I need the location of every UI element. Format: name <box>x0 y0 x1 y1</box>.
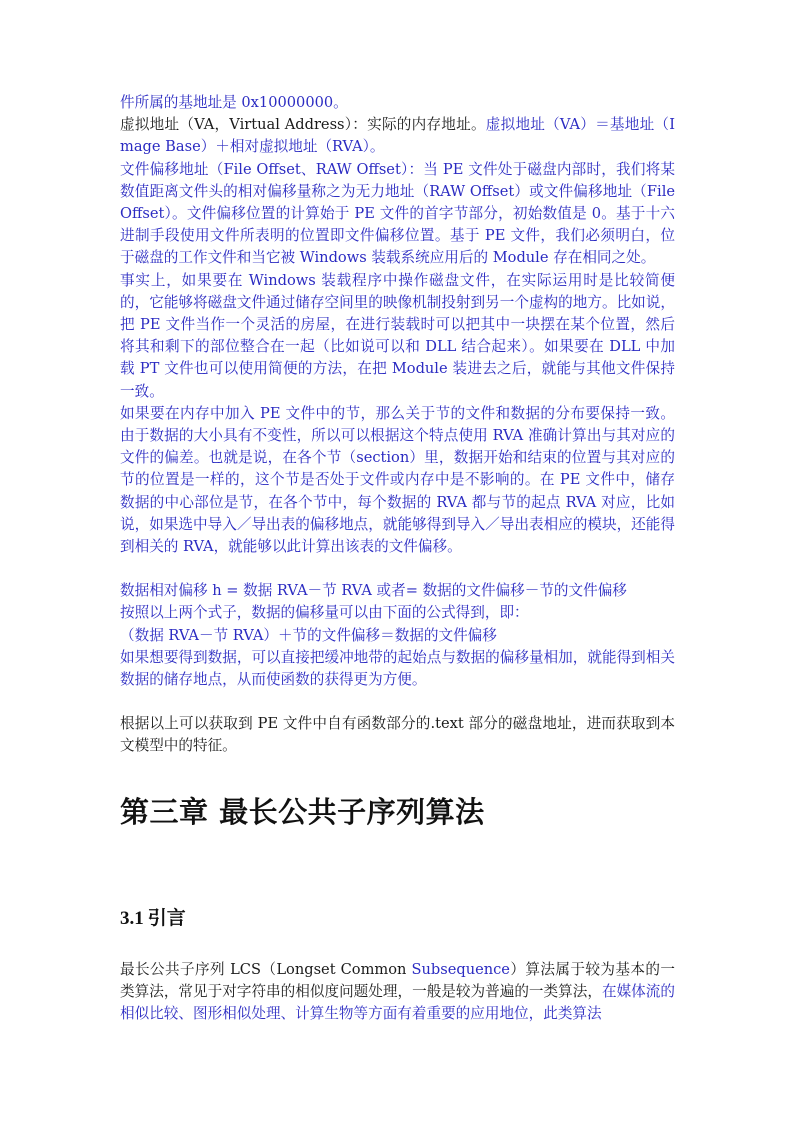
section-title: 引言 <box>147 906 186 929</box>
paragraph-buffer-offset: 如果想要得到数据，可以直接把缓冲地带的起始点与数据的偏移量相加，就能得到相关数据的储存地点，从而使函数的获得更为方便。 <box>120 648 675 689</box>
lcs-intro-middle: ）算法属于较为基本的一类算法，常见于对字符串的相似度问题处理，一般是较为普遍的一类算法， <box>120 960 675 1000</box>
paragraph-conclusion: 根据以上可以获取到 PE 文件中自有函数部分的.text 部分的磁盘地址，进而获取到本文模型中的特征。 <box>120 715 675 755</box>
chapter-title: 第三章 最长公共子序列算法 <box>120 794 485 829</box>
formula-relative-offset: 数据相对偏移 h = 数据 RVA－节 RVA 或者= 数据的文件偏移－节的文件偏移 <box>120 582 627 600</box>
blank-line <box>120 933 675 959</box>
paragraph-lcs-intro <box>120 959 675 1026</box>
paragraph-virtual-address <box>120 114 675 158</box>
formula-intro-line: 按照以上两个式子，数据的偏移量可以由下面的公式得到，即： <box>120 604 529 622</box>
va-definition: 虚拟地址（VA，Virtual Address）：实际的内存地址。 <box>120 116 486 134</box>
blank-line <box>120 691 675 713</box>
lcs-intro-applications: 在媒体流的相似比较、图形相似处理、计算生物等方面有着重要的应用地位，此类算法 <box>120 982 675 1023</box>
document-page <box>120 92 675 1025</box>
paragraph-windows-loader: 事实上，如果要在 Windows 装载程序中操作磁盘文件，在实际运用时是比较简便的，它能够将磁盘文件通过储存空间里的映像机制投射到另一个虚构的地方。比如说，把 PE 文件当作一个灵活的房屋，在进行装载时可以把其中一块摆在某个位置，然后将其和剩下的部位整合在一起（比如说可以和 DLL 结合起来）。如果要在 DLL 中加载 PT 文件也可以使用简便的方法，在把 Module 装进去之后，就能与其他文件保持一致。 <box>120 271 675 400</box>
lcs-intro-subsequence: Subsequence <box>411 960 510 978</box>
formula-file-offset: （数据 RVA－节 RVA）＋节的文件偏移＝数据的文件偏移 <box>120 626 497 644</box>
va-formula: 虚拟地址（VA）＝基地址（Image Base）＋相对虚拟地址（RVA）。 <box>120 116 675 156</box>
paragraph-base-address: 件所属的基地址是 0x10000000。 <box>120 94 348 111</box>
paragraph-file-offset: 文件偏移地址（File Offset、RAW Offset）：当 PE 文件处于磁盘内部时，我们将某数值距离文件头的相对偏移量称之为无力地址（RAW Offset）或文件偏移地址（FileOffset）。文件偏移位置的计算始于 PE 文件的首字节部分，初始数值是 0。基于十六进制手段使用文件所表明的位置即文件偏移位置。基于 PE 文件，我们必须明白，位于磁盘的工作文件和当它被 Windows 装载系统应用后的 Module 存在相同之处。 <box>120 160 675 267</box>
section-number: 3.1 <box>120 907 144 929</box>
lcs-intro-start: 最长公共子序列 LCS（Longset Common <box>120 960 412 978</box>
paragraph-section-rva: 如果要在内存中加入 PE 文件中的节，那么关于节的文件和数据的分布要保持一致。由于数据的大小具有不变性，所以可以根据这个特点使用 RVA 准确计算出与其对应的文件的偏差。也就是说，在各个节（section）里，数据开始和结束的位置与其对应的节的位置是一样的，这个节是否处于文件或内存中是不影响的。在 PE 文件中，储存数据的中心部位是节，在各个节中，每个数据的 RVA 都与节的起点 RVA 对应，比如说，如果选中导入／导出表的偏移地点，就能够得到导入／导出表相应的模块，还能得到相关的 RVA，就能够以此计算出该表的文件偏移。 <box>120 404 675 556</box>
section-heading <box>120 904 675 933</box>
blank-line <box>120 558 675 580</box>
